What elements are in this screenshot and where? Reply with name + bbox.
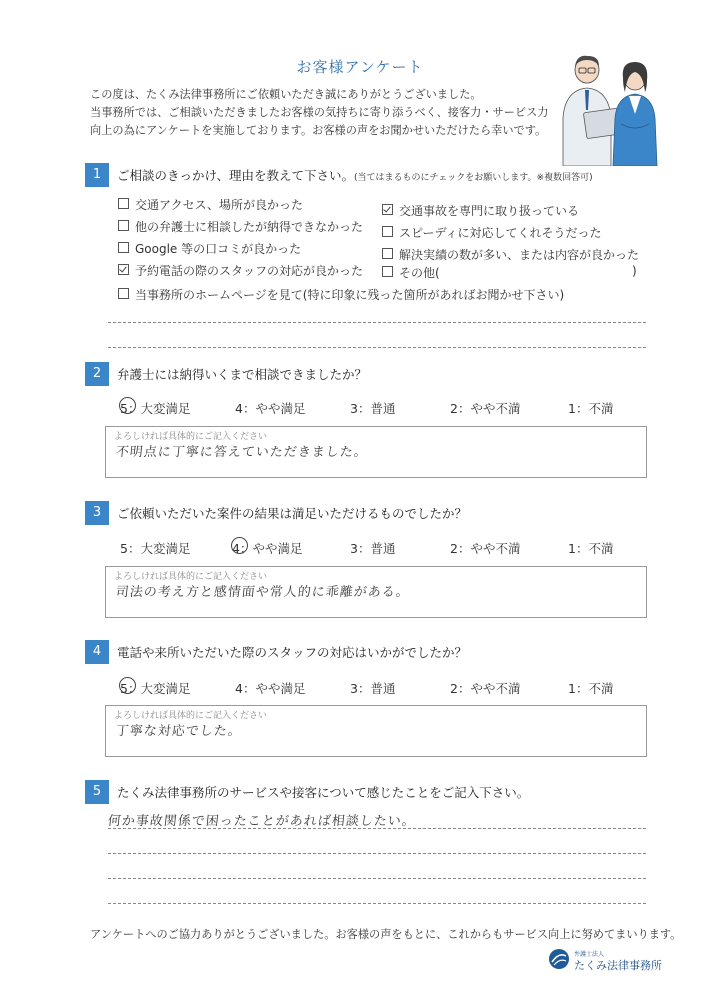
rating-4[interactable]: 4：やや満足: [235, 401, 306, 416]
rating-2[interactable]: 2：やや不満: [450, 541, 521, 556]
firm-logo: [548, 948, 678, 978]
question-5: [85, 780, 645, 804]
staff-illustration: [555, 48, 665, 166]
comment-hint: よろしければ具体的にご記入ください: [114, 432, 268, 442]
rating-3[interactable]: 3：普通: [350, 541, 396, 556]
question-text: たくみ法律事務所のサービスや接客について感じたことをご記入下さい。: [117, 785, 530, 800]
option-phone-staff[interactable]: [118, 262, 363, 279]
answer-line[interactable]: [108, 853, 646, 854]
checkbox[interactable]: [118, 288, 129, 299]
answer-line[interactable]: [108, 347, 646, 348]
option-homepage[interactable]: [118, 286, 564, 303]
intro-line-2: 当事務所では、ご相談いただきましたお客様の気持ちに寄り添うべく、接客力・サービス力: [90, 106, 549, 119]
selected-rating-circle: [119, 397, 136, 414]
comment-hint: よろしければ具体的にご記入ください: [114, 711, 268, 721]
question-number: 2: [85, 362, 109, 386]
rating-1[interactable]: 1：不満: [568, 541, 614, 556]
checkbox-checked[interactable]: [118, 264, 129, 275]
option-label: 当事務所のホームページを見て(特に印象に残った箇所があればお聞かせ下さい): [135, 288, 565, 302]
answer-line[interactable]: [108, 322, 646, 323]
question-3: [85, 501, 645, 525]
page-title: お客様アンケート: [296, 58, 424, 76]
logo-name: たくみ法律事務所: [574, 959, 662, 972]
question-4: [85, 640, 645, 664]
rating-1[interactable]: 1：不満: [568, 681, 614, 696]
rating-3[interactable]: 3：普通: [350, 401, 396, 416]
option-label: 予約電話の際のスタッフの対応が良かった: [135, 264, 364, 278]
checkbox[interactable]: [118, 242, 129, 253]
checkbox-checked[interactable]: [382, 204, 393, 215]
intro-line-3: 向上の為にアンケートを実施しております。お客様の声をお聞かせいただけたら幸いです。: [90, 124, 547, 137]
rating-5[interactable]: 5：大変満足: [120, 541, 191, 556]
option-other-close: ): [632, 264, 637, 278]
handwritten-answer: 司法の考え方と感情面や常人的に乖離がある。: [115, 585, 411, 600]
question-2: [85, 362, 645, 386]
rating-label: 5：大変満足: [120, 401, 191, 416]
question-text: 電話や来所いただいた際のスタッフの対応はいかがでしたか？: [117, 645, 468, 660]
option-label: 解決実績の数が多い、または内容が良かった: [399, 248, 640, 262]
option-track-record[interactable]: [382, 246, 639, 263]
comment-box[interactable]: [105, 566, 647, 618]
rating-2[interactable]: 2：やや不満: [450, 681, 521, 696]
option-traffic-accident[interactable]: [382, 202, 579, 219]
option-google-reviews[interactable]: [118, 240, 301, 257]
comment-hint: よろしければ具体的にご記入ください: [114, 572, 268, 582]
comment-box[interactable]: [105, 426, 647, 478]
question-number: 3: [85, 501, 109, 525]
checkbox[interactable]: [382, 226, 393, 237]
comment-box[interactable]: [105, 705, 647, 757]
logo-mark-icon: [548, 948, 570, 970]
logo-subtitle: 弁護士法人: [574, 951, 605, 958]
question-number: 4: [85, 640, 109, 664]
option-label: Google 等の口コミが良かった: [135, 242, 302, 256]
selected-rating-circle: [231, 537, 248, 554]
handwritten-answer: 何か事故関係で困ったことがあれば相談したい。: [107, 814, 417, 829]
question-main: ご相談のきっかけ、理由を教えて下さい。: [117, 168, 355, 183]
option-label: 交通事故を専門に取り扱っている: [399, 204, 580, 218]
question-text: [117, 166, 593, 184]
option-speedy[interactable]: [382, 224, 602, 241]
rating-3[interactable]: 3：普通: [350, 681, 396, 696]
rating-2[interactable]: 2：やや不満: [450, 401, 521, 416]
selected-rating-circle: [119, 677, 136, 694]
option-other-lawyer[interactable]: [118, 218, 363, 235]
option-label: 他の弁護士に相談したが納得できなかった: [135, 220, 364, 234]
question-1: [85, 163, 645, 187]
handwritten-answer: 不明点に丁寧に答えていただきました。: [115, 445, 369, 460]
question-number: 1: [85, 163, 109, 187]
question-subtext: (当てはまるものにチェックをお願いします。※複数回答可): [354, 173, 593, 183]
checkbox[interactable]: [382, 266, 393, 277]
answer-line[interactable]: [108, 903, 646, 904]
intro-line-1: この度は、たくみ法律事務所にご依頼いただき誠にありがとうございました。: [90, 88, 482, 101]
answer-line[interactable]: [108, 878, 646, 879]
option-label: その他(: [399, 266, 440, 280]
question-number: 5: [85, 780, 109, 804]
question-text: 弁護士には納得いくまで相談できましたか？: [117, 367, 368, 382]
checkbox[interactable]: [382, 248, 393, 259]
footer-text: アンケートへのご協力ありがとうございました。お客様の声をもとに、これからもサービス向上に努めてまいります。: [90, 928, 682, 941]
rating-label: 4：やや満足: [232, 541, 303, 556]
intro-text: [90, 86, 548, 140]
question-text: ご依頼いただいた案件の結果は満足いただけるものでしたか？: [117, 506, 468, 521]
rating-4[interactable]: 4：やや満足: [235, 681, 306, 696]
option-label: スピーディに対応してくれそうだった: [399, 226, 602, 240]
option-label: 交通アクセス、場所が良かった: [135, 198, 304, 212]
answer-line[interactable]: [108, 828, 646, 829]
rating-1[interactable]: 1：不満: [568, 401, 614, 416]
rating-5[interactable]: 5：大変満足: [120, 681, 191, 696]
option-other[interactable]: [382, 264, 440, 281]
checkbox[interactable]: [118, 220, 129, 231]
handwritten-answer: 丁寧な対応でした。: [115, 724, 243, 739]
checkbox[interactable]: [118, 198, 129, 209]
option-transport-access[interactable]: [118, 196, 303, 213]
